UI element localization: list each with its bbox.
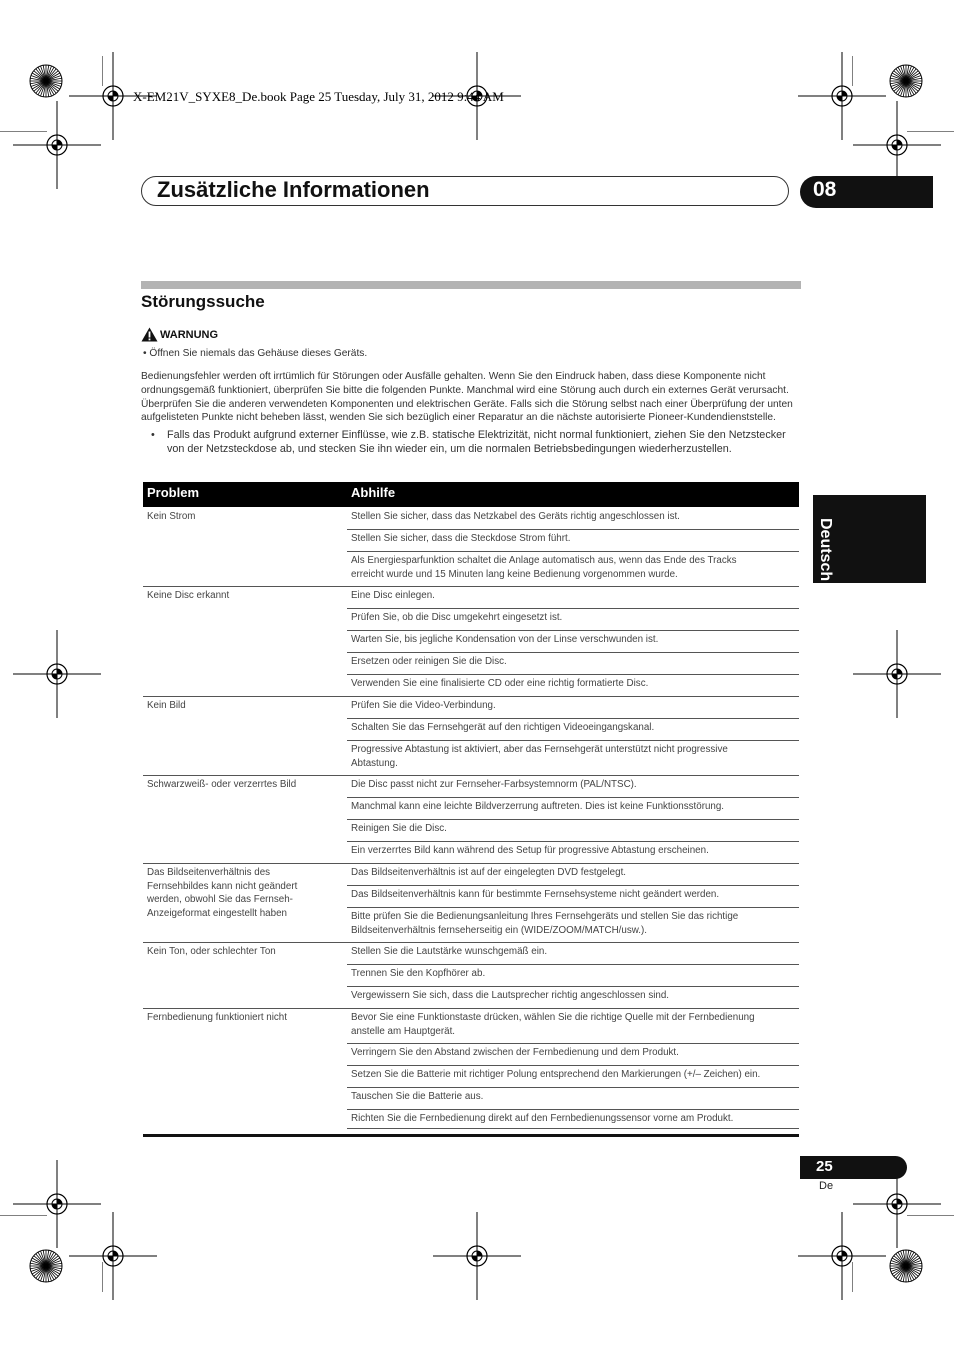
book-file-line: X-EM21V_SYXE8_De.book Page 25 Tuesday, July 31, 2012 9:44 AM <box>133 89 504 104</box>
problem-cell: Fernbedienung funktioniert nicht <box>147 1012 287 1023</box>
row-divider <box>347 1065 799 1066</box>
problem-cell: Keine Disc erkannt <box>147 590 230 601</box>
remedy-cell: Ein verzerrtes Bild kann während des Setup für progressive Abtastung erscheinen. <box>351 845 709 856</box>
row-divider <box>347 907 799 908</box>
intro-line: Überprüfen Sie die anderen verwendeten Komponenten und elektrischen Geräte. Falls sich die Störung selbst nach einer Überprüfung der unten <box>141 398 793 410</box>
problem-cell: Das Bildseitenverhältnis des Fernsehbildes kann nicht geändert werden, obwohl Sie das Fernseh- Anzeigeformat eingestellt haben <box>147 867 298 919</box>
row-divider <box>347 630 799 631</box>
starburst-registration-icon <box>888 1248 924 1284</box>
row-divider <box>347 1109 799 1110</box>
remedy-cell: Das Bildseitenverhältnis kann für bestimmte Fernsehsysteme nicht geändert werden. <box>351 889 720 900</box>
remedy-cell: Setzen Sie die Batterie mit richtiger Polung entsprechend den Markierungen (+/– Zeichen) ein. <box>351 1069 761 1080</box>
remedy-cell: Bitte prüfen Sie die Bedienungsanleitung Ihres Fernsehgeräts und stellen Sie das richtige Bildseitenverhältnis fernseherseitig ein (WIDE/ZOOM/MATCH/usw.). <box>351 911 739 936</box>
row-divider <box>347 551 799 552</box>
chapter-title: Zusätzliche Informationen <box>157 177 430 202</box>
remedy-cell: Als Energiesparfunktion schaltet die Anlage automatisch aus, wenn das Ende des Tracks erreicht wurde und 15 Minuten lang keine Bedienung vorgenommen wurde. <box>351 555 737 580</box>
row-divider <box>347 608 799 609</box>
group-divider <box>143 863 799 864</box>
warning-triangle-icon <box>141 327 158 342</box>
crosshair-registration-icon <box>798 1212 886 1300</box>
group-divider <box>143 775 799 776</box>
remedy-cell: Die Disc passt nicht zur Fernseher-Farbsystemnorm (PAL/NTSC). <box>351 779 637 790</box>
remedy-cell: Das Bildseitenverhältnis ist auf der eingelegten DVD festgelegt. <box>351 867 627 878</box>
row-divider <box>347 819 799 820</box>
row-divider <box>347 652 799 653</box>
static-electricity-text: Falls das Produkt aufgrund externer Einflüsse, wie z.B. statische Elektrizität, nicht normal funktioniert, ziehen Sie den Netzstecker von der Netzsteckdose ab, und stecken Sie ihn wieder ein, um die normalen Betriebsbedingungen wiederherzustellen. <box>167 429 786 455</box>
row-divider <box>347 964 799 965</box>
crosshair-registration-icon <box>798 52 886 140</box>
crop-mark-line <box>852 1262 853 1292</box>
row-divider <box>347 1043 799 1044</box>
problem-cell: Kein Ton, oder schlechter Ton <box>147 946 276 957</box>
row-divider <box>347 841 799 842</box>
crop-mark-line <box>852 56 853 86</box>
group-divider <box>143 942 799 943</box>
remedy-cell: Warten Sie, bis jegliche Kondensation von der Linse verschwunden ist. <box>351 634 659 645</box>
row-divider <box>347 674 799 675</box>
table-bottom-rule <box>143 1134 799 1137</box>
remedy-cell: Progressive Abtastung ist aktiviert, aber das Fernsehgerät unterstützt nicht progressive Abtastung. <box>351 744 728 769</box>
row-divider <box>347 529 799 530</box>
problem-cell: Kein Strom <box>147 511 196 522</box>
remedy-cell: Tauschen Sie die Batterie aus. <box>351 1091 484 1102</box>
crosshair-registration-icon <box>853 630 941 718</box>
static-electricity-note <box>151 428 791 456</box>
intro-line: Bedienungsfehler werden oft irrtümlich für Störungen oder Ausfälle gehalten. Wenn Sie den Eindruck haben, dass diese Komponente nicht <box>141 371 766 382</box>
crop-mark-line <box>0 1215 47 1216</box>
problem-cell: Kein Bild <box>147 700 186 711</box>
remedy-cell: Manchmal kann eine leichte Bildverzerrung auftreten. Dies ist keine Funktionsstörung. <box>351 801 725 812</box>
row-divider <box>347 885 799 886</box>
remedy-cell: Stellen Sie sicher, dass die Steckdose Strom führt. <box>351 533 571 544</box>
intro-line: ordnungsgemäß funktioniert, überprüfen Sie bitte die folgenden Punkte. Manchmal wird eine Störung auch durch ein externes Gerät verursacht. <box>141 384 789 396</box>
remedy-cell: Stellen Sie die Lautstärke wunschgemäß ein. <box>351 946 548 957</box>
crosshair-registration-icon <box>13 630 101 718</box>
remedy-cell: Bevor Sie eine Funktionstaste drücken, wählen Sie die richtige Quelle mit der Fernbedienung anstelle am Hauptgerät. <box>351 1012 755 1037</box>
chapter-number: 08 <box>800 176 933 208</box>
row-divider <box>347 986 799 987</box>
crop-mark-line <box>102 1262 103 1292</box>
remedy-cell: Verringern Sie den Abstand zwischen der Fernbedienung und dem Produkt. <box>351 1047 679 1058</box>
crop-mark-line <box>907 1215 954 1216</box>
column-header-remedy: Abhilfe <box>351 485 396 500</box>
warning-heading <box>141 327 218 342</box>
page-number: 25 <box>800 1156 907 1179</box>
crosshair-registration-icon <box>69 1212 157 1300</box>
section-divider <box>141 281 801 289</box>
remedy-cell: Trennen Sie den Kopfhörer ab. <box>351 968 486 979</box>
warning-label: WARNUNG <box>160 328 219 341</box>
intro-paragraph <box>141 370 803 425</box>
remedy-cell: Verwenden Sie eine finalisierte CD oder eine richtig formatierte Disc. <box>351 678 649 689</box>
group-divider <box>143 1008 799 1009</box>
warning-bullet: • Öffnen Sie niemals das Gehäuse dieses Geräts. <box>143 348 368 359</box>
remedy-cell: Reinigen Sie die Disc. <box>351 823 447 834</box>
section-title: Störungssuche <box>141 292 265 311</box>
row-divider <box>347 1087 799 1088</box>
column-header-problem: Problem <box>147 485 200 500</box>
language-tab-label: Deutsch <box>817 518 834 582</box>
troubleshooting-table-header <box>143 482 799 507</box>
starburst-registration-icon <box>888 63 924 99</box>
crop-mark-line <box>907 131 954 132</box>
row-divider <box>347 797 799 798</box>
remedy-cell: Prüfen Sie, ob die Disc umgekehrt eingesetzt ist. <box>351 612 563 623</box>
row-divider <box>347 1128 799 1129</box>
remedy-cell: Stellen Sie sicher, dass das Netzkabel des Geräts richtig angeschlossen ist. <box>351 511 680 522</box>
remedy-cell: Ersetzen oder reinigen Sie die Disc. <box>351 656 507 667</box>
row-divider <box>347 718 799 719</box>
starburst-registration-icon <box>28 63 64 99</box>
problem-cell: Schwarzweiß- oder verzerrtes Bild <box>147 779 297 790</box>
remedy-cell: Schalten Sie das Fernsehgerät auf den richtigen Videoeingangskanal. <box>351 722 655 733</box>
crop-mark-line <box>102 56 103 86</box>
page-language: De <box>819 1180 834 1192</box>
remedy-cell: Eine Disc einlegen. <box>351 590 435 601</box>
group-divider <box>143 586 799 587</box>
row-divider <box>347 740 799 741</box>
group-divider <box>143 696 799 697</box>
crop-mark-line <box>0 131 47 132</box>
intro-line: aufgelisteten Punkte nicht beheben lässt, wenden Sie sich bezüglich einer Reparatur an die nächste autorisierte Pioneer-Kundendienststelle. <box>141 412 776 424</box>
crosshair-registration-icon <box>433 1212 521 1300</box>
remedy-cell: Prüfen Sie die Video-Verbindung. <box>351 700 496 711</box>
remedy-cell: Vergewissern Sie sich, dass die Lautsprecher richtig angeschlossen sind. <box>351 990 670 1001</box>
bullet-dot: • <box>151 429 155 441</box>
starburst-registration-icon <box>28 1248 64 1284</box>
remedy-cell: Richten Sie die Fernbedienung direkt auf den Fernbedienungssensor vorne am Produkt. <box>351 1113 734 1124</box>
